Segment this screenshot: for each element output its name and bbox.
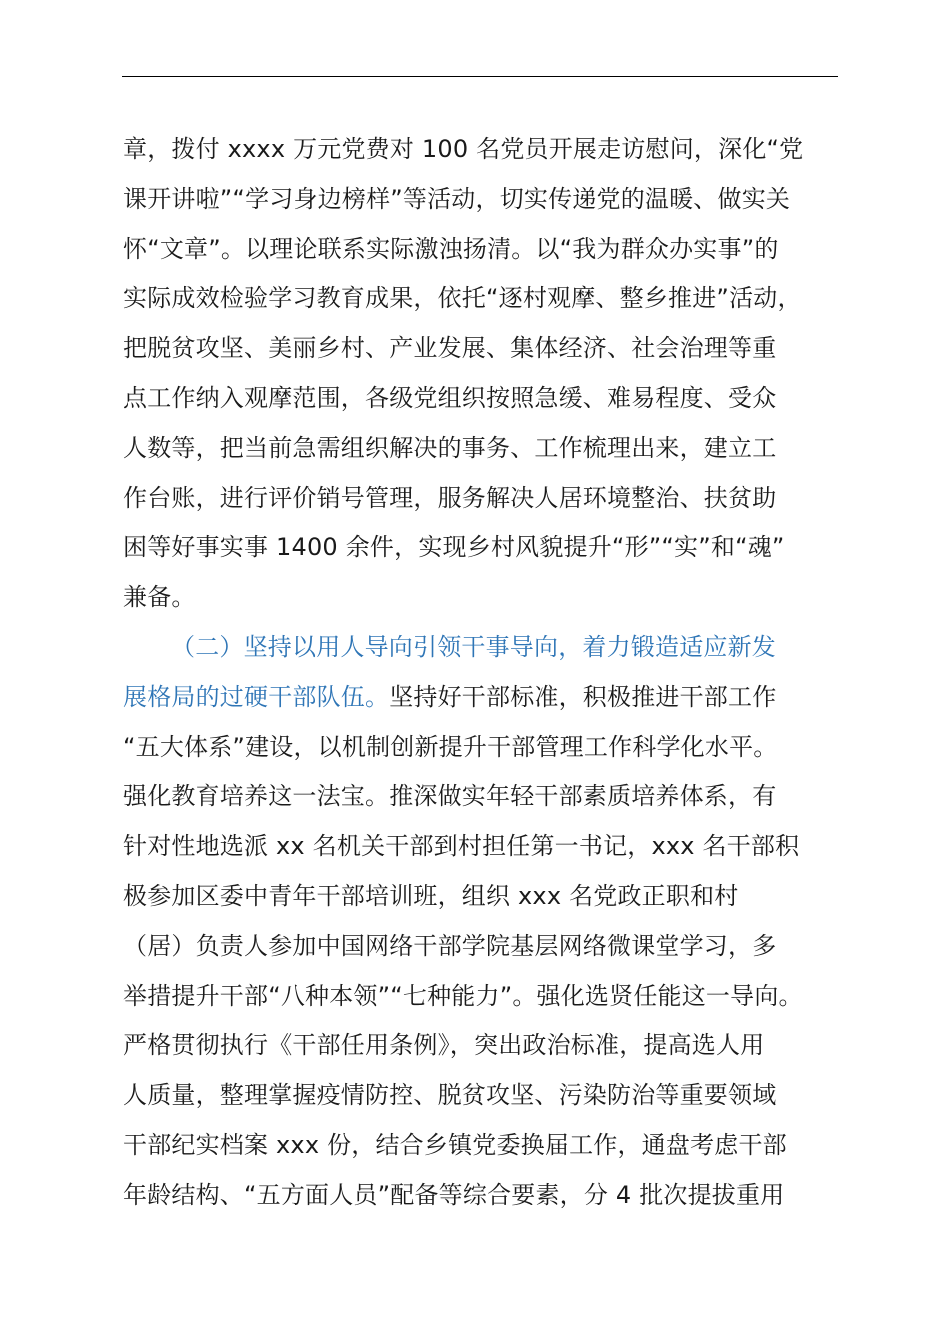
paragraph-line: 作台账，进行评价销号管理，服务解决人居环境整治、扶贫助 (123, 483, 777, 512)
paragraph-line: 兼备。 (123, 583, 196, 612)
section-heading: （二）坚持以用人导向引领干事导向，着力锻造适应新发 (171, 632, 776, 661)
paragraph-line: 强化教育培养这一法宝。推深做实年轻干部素质培养体系，有 (123, 782, 777, 811)
paragraph-line: 点工作纳入观摩范围，各级党组织按照急缓、难易程度、受众 (123, 383, 777, 412)
paragraph-line: 严格贯彻执行《干部任用条例》，突出政治标准，提高选人用 (123, 1031, 765, 1060)
section-heading-continuation: 展格局的过硬干部队伍。 (123, 682, 390, 711)
paragraph-line: 怀“文章”。以理论联系实际激浊扬清。以“我为群众办实事”的 (123, 234, 779, 263)
paragraph-line: 人质量，整理掌握疫情防控、脱贫攻坚、污染防治等重要领域 (123, 1081, 777, 1110)
paragraph-line: 困等好事实事 1400 余件，实现乡村风貌提升“形”“实”和“魂” (123, 533, 785, 562)
section-heading-line2 (123, 673, 839, 723)
paragraph-line: 极参加区委中青年干部培训班，组织 xxx 名党政正职和村 (123, 881, 739, 910)
paragraph-line: “五大体系”建设，以机制创新提升干部管理工作科学化水平。 (123, 732, 778, 761)
paragraph-line: 课开讲啦”“学习身边榜样”等活动，切实传递党的温暖、做实关 (123, 184, 791, 213)
document-body (123, 125, 839, 1221)
paragraph-line: 举措提升干部“八种本领”“七种能力”。强化选贤任能这一导向。 (123, 981, 803, 1010)
paragraph-line: 实际成效检验学习教育成果，依托“逐村观摩、整乡推进”活动， (123, 284, 802, 313)
paragraph-line: 把脱贫攻坚、美丽乡村、产业发展、集体经济、社会治理等重 (123, 334, 777, 363)
paragraph-line: （居）负责人参加中国网络干部学院基层网络微课堂学习，多 (123, 931, 777, 960)
paragraph-text: 坚持好干部标准，积极推进干部工作 (389, 682, 777, 711)
paragraph-line: 章，拨付 xxxx 万元党费对 100 名党员开展走访慰问，深化“党 (123, 135, 804, 163)
paragraph-line: 人数等，把当前急需组织解决的事务、工作梳理出来，建立工 (123, 433, 777, 462)
paragraph-line: 年龄结构、“五方面人员”配备等综合要素，分 4 批次提拔重用 (123, 1180, 785, 1209)
paragraph-line: 针对性地选派 xx 名机关干部到村担任第一书记，xxx 名干部积 (123, 832, 800, 861)
paragraph-line: 干部纪实档案 xxx 份，结合乡镇党委换届工作，通盘考虑干部 (123, 1130, 787, 1159)
header-rule (122, 76, 838, 77)
